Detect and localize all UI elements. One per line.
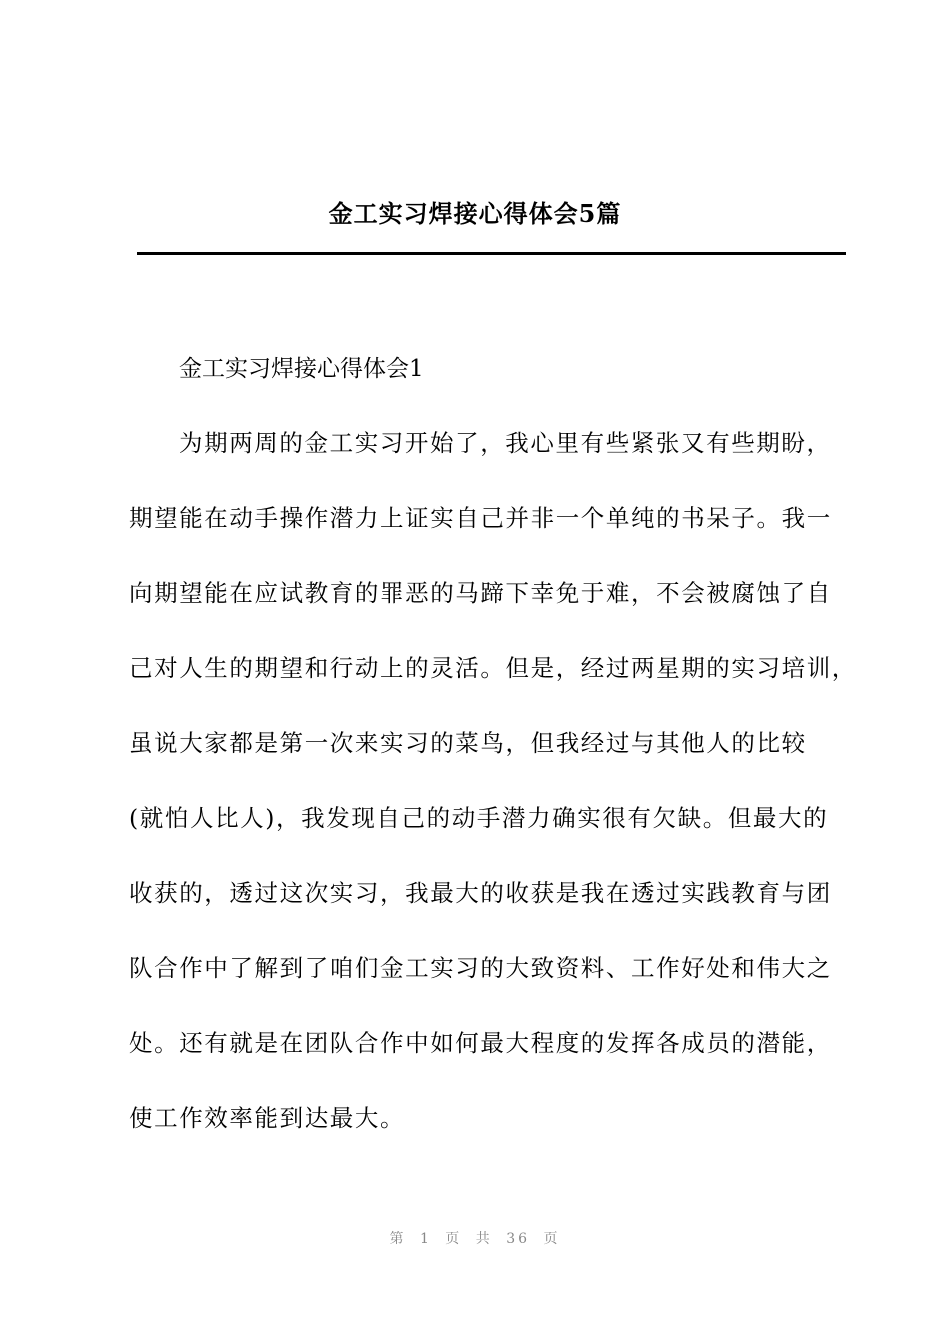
paragraph-line: 向期望能在应试教育的罪恶的马蹄下幸免于难，不会被腐蚀了自 — [129, 579, 832, 607]
paragraph-line: 处。还有就是在团队合作中如何最大程度的发挥各成员的潜能， — [129, 1029, 832, 1057]
document-title: 金工实习焊接心得体会5篇 — [328, 199, 622, 228]
paragraph-line: 期望能在动手操作潜力上证实自己并非一个单纯的书呆子。我一 — [129, 504, 832, 532]
paragraph-line: 收获的，透过这次实习，我最大的收获是我在透过实践教育与团 — [129, 879, 832, 907]
paragraph-line: (就怕人比人)，我发现自己的动手潜力确实很有欠缺。但最大的 — [129, 804, 829, 832]
paragraph-line: 虽说大家都是第一次来实习的菜鸟，但我经过与其他人的比较 — [129, 729, 807, 757]
paragraph-line: 队合作中了解到了咱们金工实习的大致资料、工作好处和伟大之 — [129, 954, 832, 982]
page-number-footer: 第 1 页 共 36 页 — [389, 1231, 561, 1247]
title-underline — [137, 252, 846, 255]
section-heading: 金工实习焊接心得体会1 — [179, 356, 424, 382]
paragraph-line: 使工作效率能到达最大。 — [129, 1104, 406, 1132]
paragraph-line: 己对人生的期望和行动上的灵活。但是，经过两星期的实习培训， — [129, 654, 857, 682]
paragraph-line: 为期两周的金工实习开始了，我心里有些紧张又有些期盼， — [179, 429, 832, 457]
